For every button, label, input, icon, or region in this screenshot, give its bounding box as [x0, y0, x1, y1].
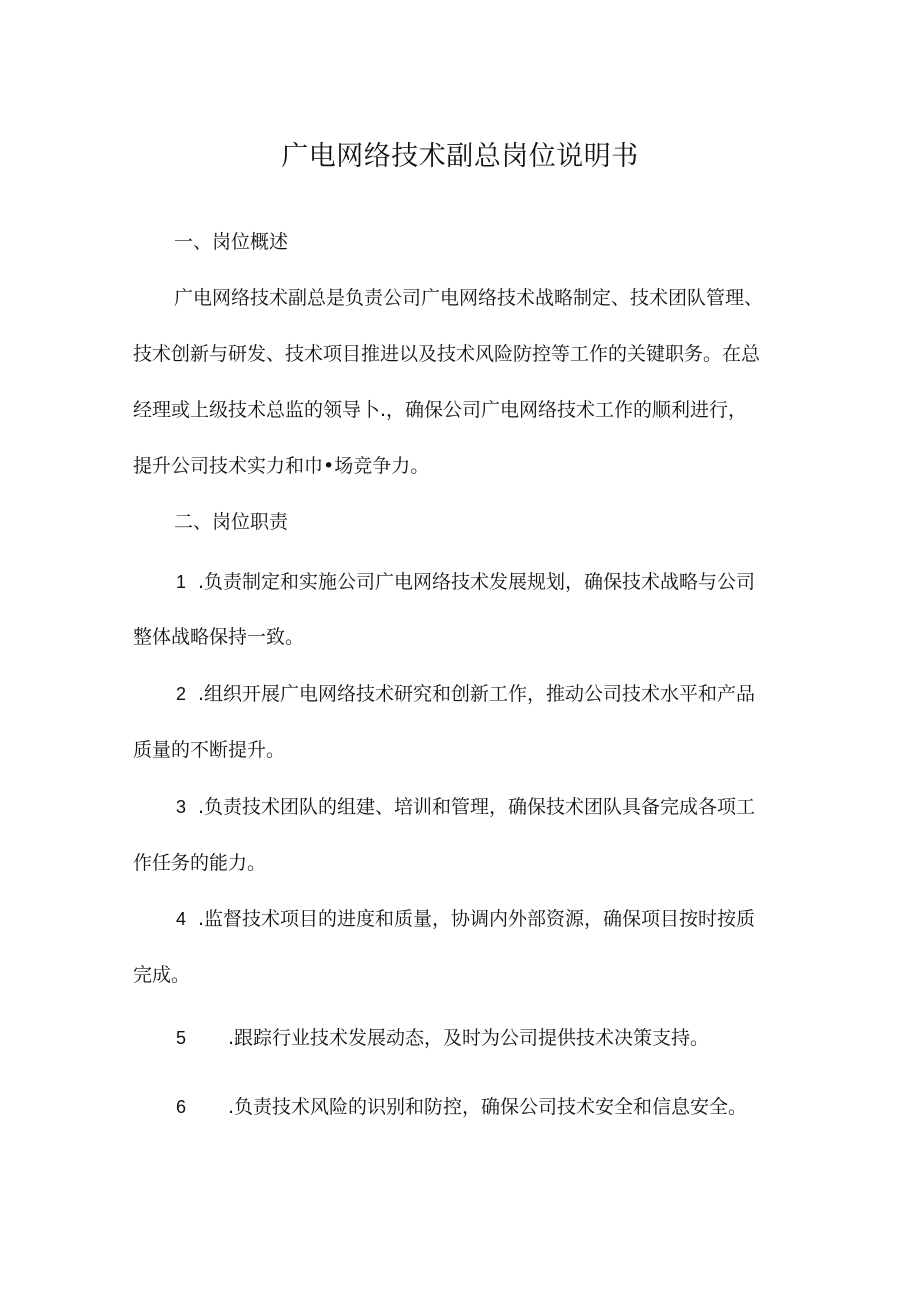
list-item-text-continued: 质量的不断提升。 [133, 739, 286, 761]
list-item-text: .负责技术风险的识别和防控，确保公司技术安全和信息安全。 [228, 1096, 748, 1118]
list-item-number: 4 [176, 909, 187, 929]
list-item-text: .组织开展广电网络技术研究和创新工作，推动公司技术水平和产品 [198, 683, 756, 705]
overview-paragraph-line: 提升公司技术实力和巾•场竞争力。 [133, 455, 430, 477]
list-item-text: .负责技术团队的组建、培训和管理，确保技术团队具备完成各项工 [198, 796, 756, 818]
overview-paragraph-line: 技术创新与研发、技术项目推进以及技术风险防控等工作的关键职务。在总 [133, 343, 761, 365]
list-item-number: 1 [176, 572, 187, 592]
section-heading-overview: 一、岗位概述 [174, 231, 289, 253]
list-item-number: 6 [176, 1097, 187, 1117]
overview-paragraph-line: 经理或上级技术总监的领导卜.，确保公司广电网络技术工作的顺利进行， [133, 399, 748, 421]
list-item-text-continued: 完成。 [133, 964, 191, 986]
list-item-number: 3 [176, 797, 187, 817]
list-item-number: 2 [176, 684, 187, 704]
section-heading-responsibilities: 二、岗位职责 [174, 511, 289, 533]
list-item-text-continued: 整体战略保持一致。 [133, 626, 305, 648]
list-item-text: .监督技术项目的进度和质量，协调内外部资源，确保项目按时按质 [198, 908, 756, 930]
list-item-text-continued: 作任务的能力。 [133, 852, 267, 874]
overview-paragraph-line: 广电网络技术副总是负责公司广电网络技术战略制定、技术团队管理、 [174, 287, 764, 309]
list-item-text: .负责制定和实施公司广电网络技术发展规划，确保技术战略与公司 [198, 571, 756, 593]
list-item-text: .跟踪行业技术发展动态，及时为公司提供技术决策支持。 [228, 1027, 710, 1049]
list-item-number: 5 [176, 1028, 187, 1048]
document-title: 广电网络技术副总岗位说明书 [281, 141, 639, 172]
